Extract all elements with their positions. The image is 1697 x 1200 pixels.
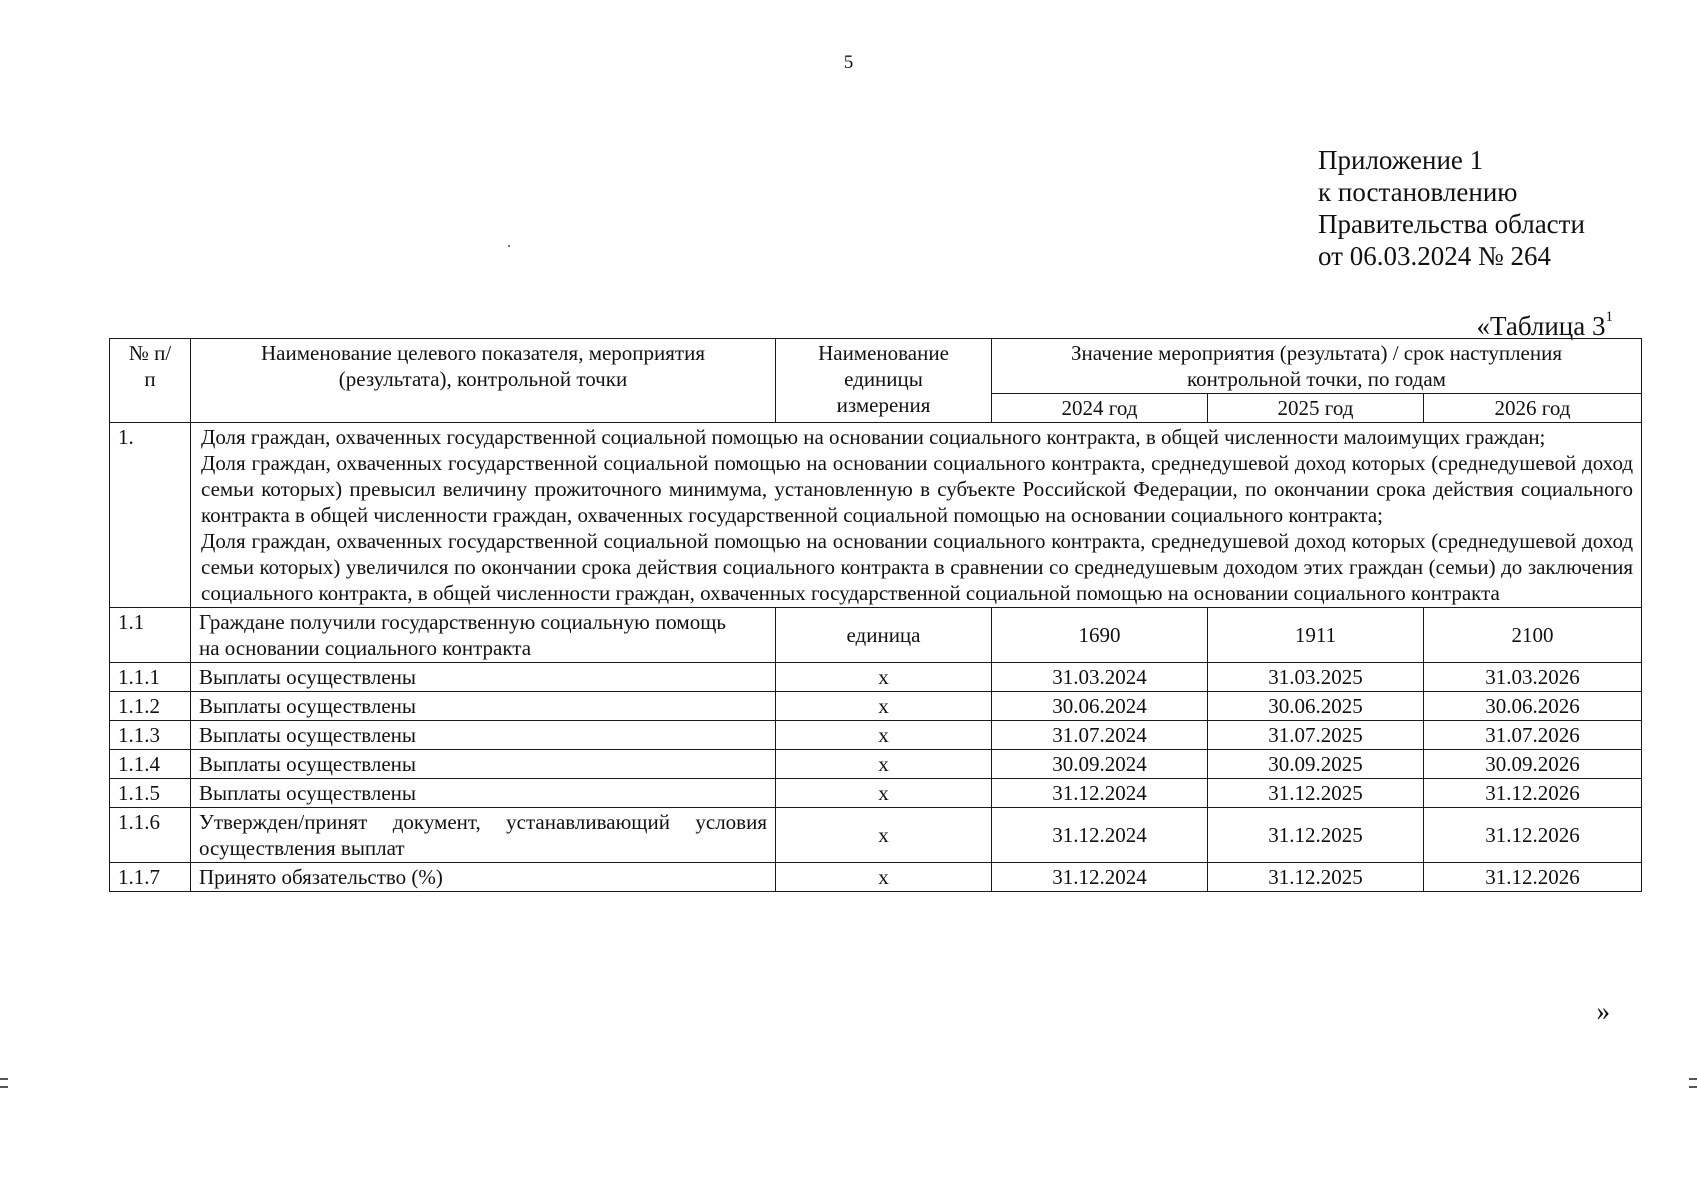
table-caption-text: «Таблица 3 [1476,311,1606,341]
row-value-2026: 31.12.2026 [1424,779,1642,808]
row-value-2026: 2100 [1424,608,1642,663]
table-row [110,863,1642,892]
row-name: Выплаты осуществлены [191,750,776,779]
table-row [110,721,1642,750]
row-name: Выплаты осуществлены [191,721,776,750]
row-unit: х [776,721,992,750]
scan-margin-mark [0,1086,8,1088]
appendix-line: от 06.03.2024 № 264 [1318,241,1551,271]
section-paragraph: Доля граждан, охваченных государственной социальной помощью на основании социального контракта, среднедушевой доход которых (среднедушевой доход семьи которых) увеличился по окончании срока действия социального контракта в сравнении со среднедушевым доходом этих граждан (семьи) до заключения социального контракта, в общей численности граждан, охваченных государственной социальной помощью на основании социального контракта [201,529,1634,605]
row-name: Принято обязательство (%) [191,863,776,892]
row-value-2024: 31.12.2024 [992,779,1208,808]
row-name: Граждане получили государственную социальную помощь на основании социального контракта [191,608,776,663]
row-value-2026: 30.09.2026 [1424,750,1642,779]
table-row [110,608,1642,663]
section-paragraph: Доля граждан, охваченных государственной социальной помощью на основании социального контракта, в общей численности малоимущих граждан; [201,425,1546,449]
scan-margin-mark [1689,1078,1697,1080]
row-value-2025: 31.12.2025 [1208,779,1424,808]
scan-margin-mark [0,1078,8,1080]
header-year-2024: 2024 год [992,394,1208,423]
row-value-2024: 1690 [992,608,1208,663]
row-value-2024: 30.09.2024 [992,750,1208,779]
header-name: Наименование целевого показателя, мероприятия (результата), контрольной точки [191,339,776,423]
closing-quote: » [1596,996,1610,1026]
row-value-2025: 31.03.2025 [1208,663,1424,692]
header-number: № п/п [110,339,191,423]
table-row [110,779,1642,808]
row-number: 1.1.4 [110,750,191,779]
row-value-2026: 31.12.2026 [1424,808,1642,863]
row-name: Выплаты осуществлены [191,692,776,721]
table-row [110,692,1642,721]
row-value-2025: 31.12.2025 [1208,808,1424,863]
header-unit: Наименование единицы измерения [776,339,992,423]
appendix-line: Правительства области [1318,209,1585,239]
section-row [110,423,1642,608]
row-unit: х [776,863,992,892]
row-value-2025: 1911 [1208,608,1424,663]
indicators-table [109,338,1642,892]
section-paragraph: Доля граждан, охваченных государственной социальной помощью на основании социального контракта, среднедушевой доход которых (среднедушевой доход семьи которых) превысил величину прожиточного минимума, установленную в субъекте Российской Федерации, по окончании срока действия социального контракта в общей численности граждан, охваченных государственной социальной помощью на основании социального контракта; [201,451,1634,527]
row-unit: единица [776,608,992,663]
scan-margin-mark [1689,1086,1697,1088]
row-name: Выплаты осуществлены [191,663,776,692]
row-value-2024: 31.03.2024 [992,663,1208,692]
row-number: 1.1.5 [110,779,191,808]
header-year-2025: 2025 год [1208,394,1424,423]
row-number: 1.1.6 [110,808,191,863]
table-row [110,750,1642,779]
row-value-2026: 30.06.2026 [1424,692,1642,721]
row-value-2026: 31.12.2026 [1424,863,1642,892]
row-value-2025: 30.06.2025 [1208,692,1424,721]
row-unit: х [776,750,992,779]
row-value-2025: 31.07.2025 [1208,721,1424,750]
table-row [110,808,1642,863]
row-number: 1.1.3 [110,721,191,750]
row-value-2026: 31.03.2026 [1424,663,1642,692]
row-unit: х [776,663,992,692]
row-unit: х [776,692,992,721]
row-value-2025: 31.12.2025 [1208,863,1424,892]
table-caption [1477,305,1613,342]
scan-speck [508,245,510,247]
section-number: 1. [110,423,191,608]
row-name: Утвержден/принят документ, устанавливающий условия осуществления выплат [191,808,776,863]
row-number: 1.1.2 [110,692,191,721]
table-row [110,663,1642,692]
row-number: 1.1.7 [110,863,191,892]
appendix-header [1318,144,1585,272]
header-value-group: Значение мероприятия (результата) / срок наступления контрольной точки, по годам [992,339,1642,394]
section-text [191,423,1642,608]
appendix-line: к постановлению [1318,177,1518,207]
row-unit: х [776,779,992,808]
table-header-row [110,339,1642,394]
row-value-2026: 31.07.2026 [1424,721,1642,750]
row-number: 1.1 [110,608,191,663]
row-number: 1.1.1 [110,663,191,692]
row-value-2024: 31.07.2024 [992,721,1208,750]
header-year-2026: 2026 год [1424,394,1642,423]
row-value-2024: 31.12.2024 [992,863,1208,892]
appendix-line: Приложение 1 [1318,145,1484,175]
table-caption-superscript: 1 [1605,309,1613,325]
row-value-2024: 30.06.2024 [992,692,1208,721]
row-value-2025: 30.09.2025 [1208,750,1424,779]
row-value-2024: 31.12.2024 [992,808,1208,863]
page-number: 5 [843,52,854,73]
row-unit: х [776,808,992,863]
row-name: Выплаты осуществлены [191,779,776,808]
